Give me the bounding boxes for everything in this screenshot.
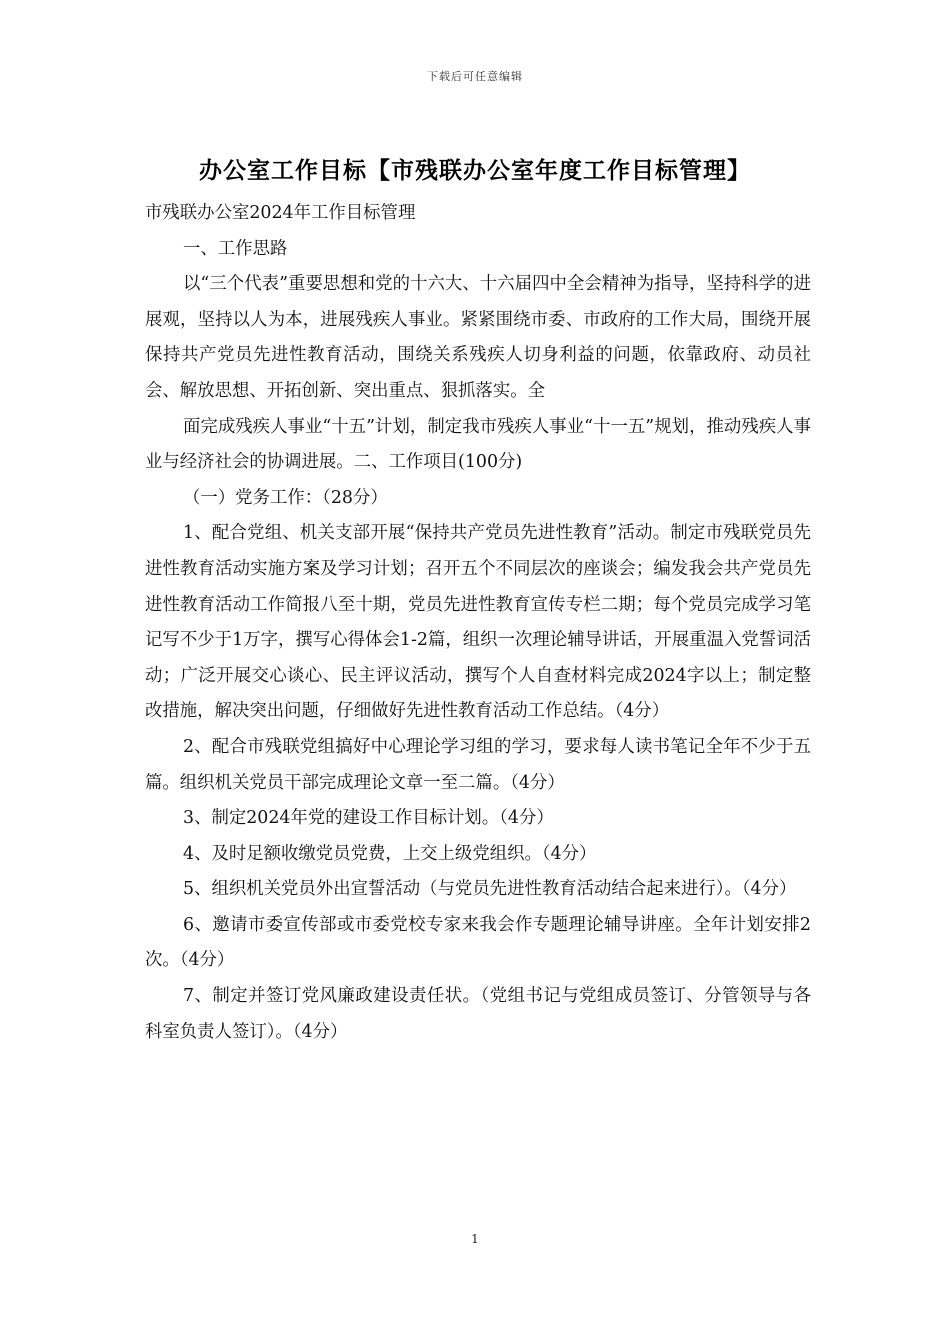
list-item: 2、配合市残联党组搞好中心理论学习组的学习，要求每人读书笔记全年不少于五篇。组织机关党员干部完成理论文章一至二篇。（4分） (145, 736, 811, 793)
document-body (145, 196, 811, 1050)
page-number: 1 (471, 1232, 479, 1246)
subtitle-paragraph: 市残联办公室2024年工作目标管理 (145, 203, 416, 223)
list-item: 1、配合党组、机关支部开展“保持共产党员先进性教育”活动。制定市残联党员先进性教育活动实施方案及学习计划；召开五个不同层次的座谈会；编发我会共产党员先进性教育活动工作简报八至十期，党员先进性教育宣传专栏二期；每个党员完成学习笔记写不少于1万字，撰写心得体会1-2篇，组织一次理论辅导讲话，开展重温入党誓词活动；广泛开展交心谈心、民主评议活动，撰写个人自查材料完成2024字以上；制定整改措施，解决突出问题，仔细做好先进性教育活动工作总结。（4分） (145, 523, 811, 722)
section-heading-work-ideas: 一、工作思路 (183, 238, 288, 259)
body-paragraph: 面完成残疾人事业“十五”计划，制定我市残疾人事业“十一五”规划，推动残疾人事业与经济社会的协调进展。二、工作项目(100分) (145, 416, 811, 473)
list-item: 4、及时足额收缴党员党费，上交上级党组织。（4分） (183, 843, 597, 864)
section-heading-party-work: （一）党务工作：（28分） (183, 487, 388, 508)
list-item: 3、制定2024年党的建设工作目标计划。（4分） (183, 808, 554, 829)
list-item: 5、组织机关党员外出宣誓活动（与党员先进性教育活动结合起来进行）。（4分） (183, 879, 797, 900)
body-paragraph: 以“三个代表”重要思想和党的十六大、十六届四中全会精神为指导，坚持科学的进展观，坚持以人为本，进展残疾人事业。紧紧围绕市委、市政府的工作大局，围绕开展保持共产党员先进性教育活动，围绕关系残疾人切身利益的问题，依靠政府、动员社会、解放思想、开拓创新、突出重点、狠抓落实。全 (145, 274, 811, 401)
document-title: 办公室工作目标【市残联办公室年度工作目标管理】 (199, 158, 751, 184)
header-note: 下载后可任意编辑 (427, 70, 523, 83)
list-item: 6、邀请市委宣传部或市委党校专家来我会作专题理论辅导讲座。全年计划安排2次。（4分） (145, 914, 811, 971)
list-item: 7、制定并签订党风廉政建设责任状。（党组书记与党组成员签订、分管领导与各科室负责人签订）。（4分） (145, 986, 811, 1042)
